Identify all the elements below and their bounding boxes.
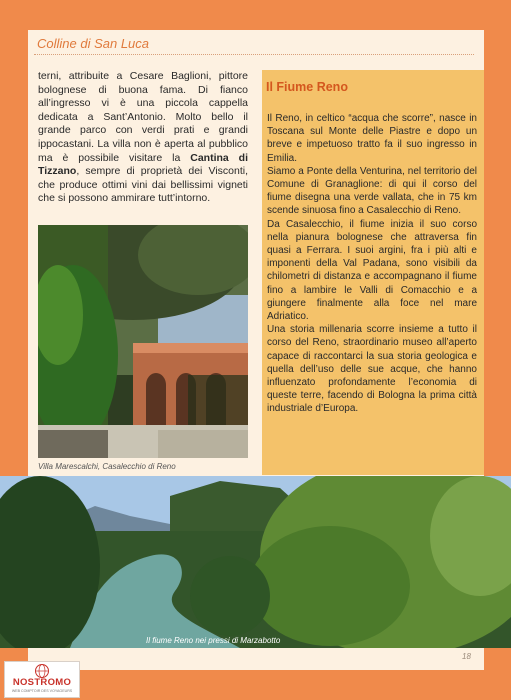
river-caption: Il fiume Reno nei pressi di Marzabotto bbox=[146, 636, 281, 645]
logo-tagline: WEB COMPTOIR DES VOYAGEURS bbox=[11, 689, 73, 693]
river-photo bbox=[0, 476, 511, 648]
winery-name: Cantina di Tizzano bbox=[38, 151, 248, 178]
sidebar-paragraph: Siamo a Ponte della Venturina, nel territorio del Comune di Granaglione: di qui il corso del fiume disegna una verde vallata, che in 75 km scende sinuosa fino a Casalecchio di Reno. bbox=[267, 165, 477, 217]
sidebar-paragraph: Il Reno, in celtico “acqua che scorre”, nasce in Toscana sul Monte delle Piastre e dopo un breve e impetuoso tratto fa il suo ingresso in Emilia. bbox=[267, 113, 477, 164]
globe-icon bbox=[5, 662, 79, 678]
section-title: Colline di San Luca bbox=[37, 36, 150, 51]
sidebar-title: Il Fiume Reno bbox=[266, 80, 348, 94]
body-text bbox=[38, 70, 248, 206]
nostromo-logo bbox=[4, 661, 80, 698]
page-number: 18 bbox=[462, 652, 471, 661]
villa-photo bbox=[38, 225, 248, 458]
body-text-after: , sempre di proprietà dei Visconti, che produce ottimi vini dai bellissimi vigneti che si possono ammirare tutt’intorno. bbox=[38, 165, 248, 205]
sidebar-paragraph: Una storia millenaria scorre insieme a tutto il corso del Reno, straordinario museo all’aperto capace di raccontarci la sua storia geologica e quella dell’uso delle sue acque, che hanno influenzato profondamente l’economia di queste terre, facendo di Bologna la prima città industriale d’Europa. bbox=[267, 324, 477, 415]
villa-caption: Villa Marescalchi, Casalecchio di Reno bbox=[38, 462, 176, 471]
logo-name: NOSTROMO bbox=[12, 677, 72, 688]
body-text-before: terni, attribuite a Cesare Baglioni, pittore bolognese di buona fama. Di fianco all’ingresso vi è una piccola cappella dedicata a Sant’Antonio. Molto bello il grande parco con verdi prati e grandi ippocastani. La villa non è aperta al pubblico ma è possibile visitare la bbox=[38, 70, 248, 164]
sidebar-paragraph: Da Casalecchio, il fiume inizia il suo corso nella pianura bolognese che attraversa fin quasi a Ferrara. I suoi argini, fra i più alti e imponenti della Val Padana, sono visibili da chilometri di distanza e accompagnano il fiume fino a lambire le Valli di Comacchio e a giungere finalmente alla foce nel mare Adriatico. bbox=[267, 218, 477, 323]
header-divider bbox=[34, 54, 474, 55]
sidebar-body bbox=[267, 112, 477, 416]
